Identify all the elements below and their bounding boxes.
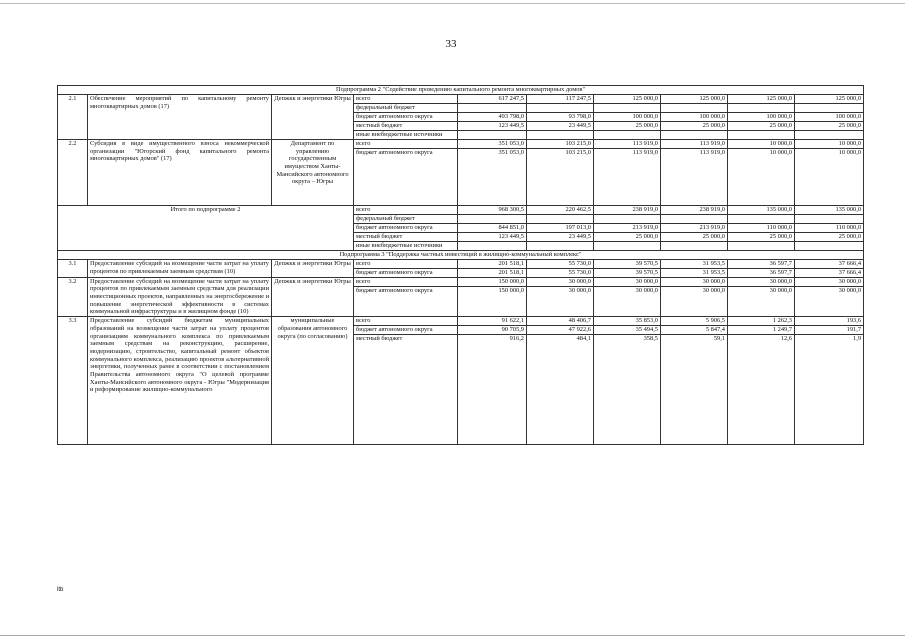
value-cell: [594, 215, 661, 224]
funding-source: бюджет автономного округа: [354, 269, 458, 278]
row-number: 3.2: [58, 277, 88, 316]
value-cell: 135 000,0: [728, 206, 795, 215]
value-cell: 25 000,0: [594, 233, 661, 242]
value-cell: 12,6: [728, 335, 795, 445]
executor: Департамент по управлению государственным имуществом Ханты-Мансийского автономного округа – Югры: [272, 140, 354, 206]
value-cell: 30 000,0: [795, 277, 864, 286]
measure-name: Обеспечение мероприятий по капитальному ремонту многоквартирных домов (17): [88, 95, 272, 140]
value-cell: 150 000,0: [458, 286, 527, 316]
value-cell: 493 798,0: [458, 113, 527, 122]
value-cell: 201 518,1: [458, 260, 527, 269]
value-cell: 125 000,0: [594, 95, 661, 104]
value-cell: 39 570,5: [594, 260, 661, 269]
value-cell: 37 666,4: [795, 269, 864, 278]
value-cell: [527, 242, 594, 251]
scan-edge-bottom: [0, 635, 905, 636]
value-cell: 35 494,5: [594, 326, 661, 335]
row-number: 3.3: [58, 317, 88, 445]
value-cell: 113 919,0: [594, 140, 661, 149]
value-cell: 23 449,5: [527, 122, 594, 131]
funding-source: всего: [354, 260, 458, 269]
value-cell: 123 449,5: [458, 122, 527, 131]
value-cell: [527, 215, 594, 224]
value-cell: 1 249,7: [728, 326, 795, 335]
funding-source: всего: [354, 206, 458, 215]
value-cell: 30 000,0: [728, 277, 795, 286]
value-cell: 100 000,0: [594, 113, 661, 122]
value-cell: 193,6: [795, 317, 864, 326]
value-cell: 36 597,7: [728, 260, 795, 269]
value-cell: 30 000,0: [728, 286, 795, 316]
value-cell: 150 000,0: [458, 277, 527, 286]
funding-source: иные внебюджетные источники: [354, 242, 458, 251]
measure-name: Предоставление субсидий на возмещение части затрат на уплату процентов по привлекаемым заемным средствам (10): [88, 260, 272, 278]
funding-source: местный бюджет: [354, 122, 458, 131]
value-cell: 100 000,0: [728, 113, 795, 122]
value-cell: 10 000,0: [795, 149, 864, 206]
value-cell: 1,9: [795, 335, 864, 445]
value-cell: 197 013,0: [527, 224, 594, 233]
value-cell: 91 622,1: [458, 317, 527, 326]
value-cell: [795, 215, 864, 224]
budget-table: [57, 85, 864, 445]
table-row: [58, 95, 864, 104]
executor: Депжкк и энергетики Югры: [272, 277, 354, 316]
funding-source: бюджет автономного округа: [354, 149, 458, 206]
executor: Депжкк и энергетики Югры: [272, 95, 354, 140]
table-row: [58, 317, 864, 326]
executor: Депжкк и энергетики Югры: [272, 260, 354, 278]
subprogram2-header-row: [58, 86, 864, 95]
value-cell: 1 262,3: [728, 317, 795, 326]
value-cell: 113 919,0: [661, 149, 728, 206]
sheet-code: ltb: [57, 587, 64, 593]
funding-source: федеральный бюджет: [354, 104, 458, 113]
value-cell: 117 247,5: [527, 95, 594, 104]
value-cell: 220 462,5: [527, 206, 594, 215]
value-cell: 25 000,0: [795, 233, 864, 242]
value-cell: 125 000,0: [728, 95, 795, 104]
measure-name: Субсидия в виде имущественного взноса некоммерческой организации "Югорский фонд капитального ремонта многоквартирных домов" (17): [88, 140, 272, 206]
value-cell: 31 953,5: [661, 260, 728, 269]
value-cell: 90 705,9: [458, 326, 527, 335]
value-cell: [661, 131, 728, 140]
value-cell: [728, 131, 795, 140]
scan-edge-top: [0, 3, 905, 4]
subprogram2-total-label: Итого по подпрограмме 2: [58, 206, 354, 251]
value-cell: 30 000,0: [527, 277, 594, 286]
value-cell: 55 730,0: [527, 260, 594, 269]
value-cell: 110 000,0: [795, 224, 864, 233]
value-cell: 48 406,7: [527, 317, 594, 326]
value-cell: 55 730,0: [527, 269, 594, 278]
value-cell: 358,5: [594, 335, 661, 445]
value-cell: 351 053,0: [458, 149, 527, 206]
funding-source: бюджет автономного округа: [354, 224, 458, 233]
value-cell: 125 000,0: [661, 95, 728, 104]
value-cell: 916,2: [458, 335, 527, 445]
funding-source: бюджет автономного округа: [354, 326, 458, 335]
funding-source: всего: [354, 95, 458, 104]
value-cell: 30 000,0: [594, 277, 661, 286]
value-cell: 5 906,5: [661, 317, 728, 326]
value-cell: 10 000,0: [795, 140, 864, 149]
value-cell: 110 000,0: [728, 224, 795, 233]
value-cell: 484,1: [527, 335, 594, 445]
value-cell: [458, 215, 527, 224]
row-number: 2.1: [58, 95, 88, 140]
executor: муниципальные образования автономного округа (по согласованию): [272, 317, 354, 445]
value-cell: 5 847,4: [661, 326, 728, 335]
row-number: 2.2: [58, 140, 88, 206]
funding-source: всего: [354, 317, 458, 326]
value-cell: [594, 242, 661, 251]
value-cell: 36 597,7: [728, 269, 795, 278]
subprogram3-title: Подпрограмма 3 "Поддержка частных инвестиций в жилищно-коммунальный комплекс": [58, 251, 864, 260]
value-cell: 39 570,5: [594, 269, 661, 278]
value-cell: [728, 104, 795, 113]
value-cell: 37 666,4: [795, 260, 864, 269]
value-cell: 30 000,0: [527, 286, 594, 316]
value-cell: 25 000,0: [594, 122, 661, 131]
value-cell: [795, 242, 864, 251]
value-cell: 191,7: [795, 326, 864, 335]
value-cell: 125 000,0: [795, 95, 864, 104]
funding-source: иные внебюджетные источники: [354, 131, 458, 140]
value-cell: 135 000,0: [795, 206, 864, 215]
table-row: [58, 260, 864, 269]
value-cell: 93 798,0: [527, 113, 594, 122]
value-cell: 35 853,0: [594, 317, 661, 326]
value-cell: [458, 242, 527, 251]
value-cell: 113 919,0: [661, 140, 728, 149]
value-cell: 30 000,0: [661, 286, 728, 316]
value-cell: 617 247,5: [458, 95, 527, 104]
subprogram3-header-row: [58, 251, 864, 260]
value-cell: 47 922,6: [527, 326, 594, 335]
value-cell: [728, 215, 795, 224]
value-cell: [458, 104, 527, 113]
measure-name: Предоставление субсидий на возмещение части затрат на уплату процентов по привлекаемым заемным средствам для реализации инвестиционных проектов, направленных на энергосбережение и повышение энергетической эффективности в системах коммунальной инфраструктуры и в жилищном фонде (10): [88, 277, 272, 316]
value-cell: 351 053,0: [458, 140, 527, 149]
value-cell: 123 449,5: [458, 233, 527, 242]
value-cell: 59,1: [661, 335, 728, 445]
value-cell: 25 000,0: [728, 233, 795, 242]
funding-source: местный бюджет: [354, 233, 458, 242]
value-cell: 10 000,0: [728, 140, 795, 149]
value-cell: 238 919,0: [661, 206, 728, 215]
value-cell: [795, 131, 864, 140]
value-cell: 30 000,0: [661, 277, 728, 286]
row-number: 3.1: [58, 260, 88, 278]
funding-source: бюджет автономного округа: [354, 113, 458, 122]
value-cell: 103 215,0: [527, 140, 594, 149]
funding-source: местный бюджет: [354, 335, 458, 445]
value-cell: [594, 104, 661, 113]
table-row: [58, 277, 864, 286]
value-cell: 201 518,1: [458, 269, 527, 278]
value-cell: 238 919,0: [594, 206, 661, 215]
value-cell: [661, 242, 728, 251]
value-cell: 10 000,0: [728, 149, 795, 206]
value-cell: 844 851,0: [458, 224, 527, 233]
value-cell: [458, 131, 527, 140]
value-cell: 103 215,0: [527, 149, 594, 206]
funding-source: федеральный бюджет: [354, 215, 458, 224]
value-cell: 31 953,5: [661, 269, 728, 278]
value-cell: 25 000,0: [795, 122, 864, 131]
value-cell: [661, 215, 728, 224]
subprogram2-title: Подпрограмма 2 "Содействие проведению капитального ремонта многоквартирных домов": [58, 86, 864, 95]
value-cell: [527, 131, 594, 140]
value-cell: 968 300,5: [458, 206, 527, 215]
funding-source: бюджет автономного округа: [354, 286, 458, 316]
value-cell: [594, 131, 661, 140]
value-cell: 113 919,0: [594, 149, 661, 206]
funding-source: всего: [354, 140, 458, 149]
value-cell: 213 919,0: [661, 224, 728, 233]
table-row: [58, 140, 864, 149]
funding-source: всего: [354, 277, 458, 286]
value-cell: [795, 104, 864, 113]
value-cell: 25 000,0: [661, 233, 728, 242]
value-cell: 213 919,0: [594, 224, 661, 233]
value-cell: 30 000,0: [795, 286, 864, 316]
value-cell: 100 000,0: [661, 113, 728, 122]
value-cell: 25 000,0: [661, 122, 728, 131]
page-number: 33: [445, 38, 457, 50]
value-cell: 30 000,0: [594, 286, 661, 316]
value-cell: [527, 104, 594, 113]
value-cell: 25 000,0: [728, 122, 795, 131]
value-cell: 100 000,0: [795, 113, 864, 122]
measure-name: Предоставление субсидий бюджетам муниципальных образований на возмещение части затрат на уплату процентов организациям коммунального комплекса по привлекаемым заемным средствам на реконструкцию, расширение, модернизацию, строительство, капитальный ремонт объектов коммунального комплекса, реализацию проектов альтернативной энергетики, полученных ранее в соответствии с постановлением Правительства автономного округа "О целевой программе Ханты-Мансийского автономного округа - Югры "Модернизация и реформирование жилищно-коммунального: [88, 317, 272, 445]
value-cell: [728, 242, 795, 251]
value-cell: [661, 104, 728, 113]
value-cell: 23 449,5: [527, 233, 594, 242]
table-row: [58, 206, 864, 215]
